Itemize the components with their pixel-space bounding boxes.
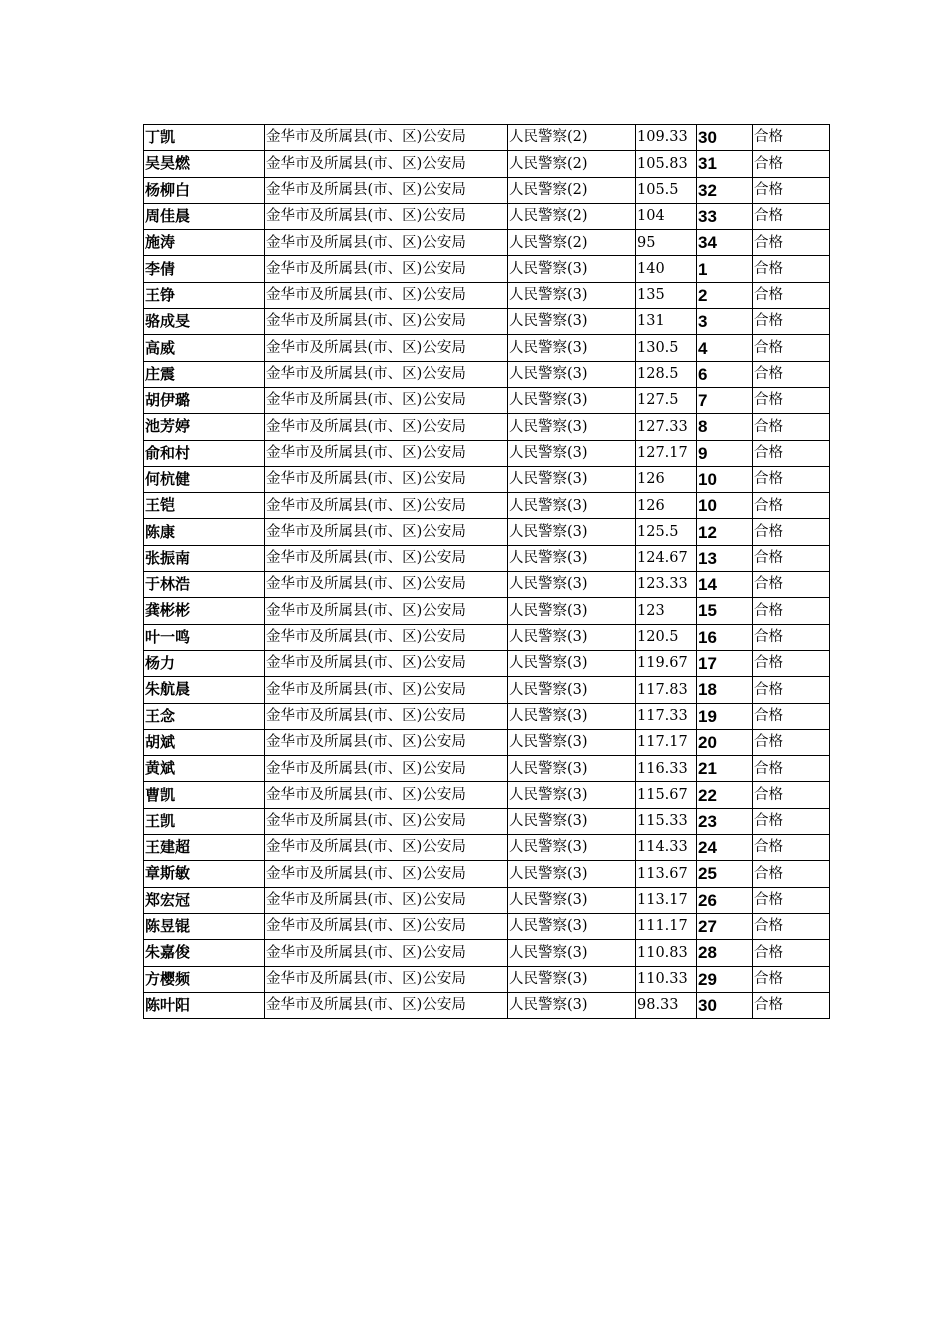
qualification-status-cell: 合格 <box>753 361 830 387</box>
table-row <box>144 230 830 256</box>
employer-unit-cell: 金华市及所属县(市、区)公安局 <box>265 703 508 729</box>
score-cell: 105.5 <box>636 177 697 203</box>
job-position-cell: 人民警察(3) <box>508 861 636 887</box>
rank-cell: 13 <box>697 545 753 571</box>
employer-unit-cell: 金华市及所属县(市、区)公安局 <box>265 440 508 466</box>
qualification-status-cell: 合格 <box>753 572 830 598</box>
job-position-cell: 人民警察(2) <box>508 177 636 203</box>
score-cell: 105.83 <box>636 151 697 177</box>
score-cell: 95 <box>636 230 697 256</box>
job-position-cell: 人民警察(3) <box>508 256 636 282</box>
qualification-status-cell: 合格 <box>753 729 830 755</box>
score-cell: 109.33 <box>636 125 697 151</box>
qualification-status-cell: 合格 <box>753 913 830 939</box>
score-cell: 127.5 <box>636 387 697 413</box>
qualification-status-cell: 合格 <box>753 835 830 861</box>
job-position-cell: 人民警察(2) <box>508 125 636 151</box>
candidate-name-cell: 王念 <box>144 703 265 729</box>
employer-unit-cell: 金华市及所属县(市、区)公安局 <box>265 493 508 519</box>
candidate-name-cell: 郑宏冠 <box>144 887 265 913</box>
score-cell: 117.83 <box>636 677 697 703</box>
rank-cell: 29 <box>697 966 753 992</box>
employer-unit-cell: 金华市及所属县(市、区)公安局 <box>265 861 508 887</box>
table-row <box>144 519 830 545</box>
employer-unit-cell: 金华市及所属县(市、区)公安局 <box>265 677 508 703</box>
employer-unit-cell: 金华市及所属县(市、区)公安局 <box>265 309 508 335</box>
employer-unit-cell: 金华市及所属县(市、区)公安局 <box>265 729 508 755</box>
rank-cell: 23 <box>697 808 753 834</box>
job-position-cell: 人民警察(2) <box>508 230 636 256</box>
score-cell: 116.33 <box>636 756 697 782</box>
job-position-cell: 人民警察(3) <box>508 545 636 571</box>
rank-cell: 8 <box>697 414 753 440</box>
candidate-name-cell: 朱航晨 <box>144 677 265 703</box>
qualification-status-cell: 合格 <box>753 598 830 624</box>
job-position-cell: 人民警察(3) <box>508 677 636 703</box>
score-cell: 124.67 <box>636 545 697 571</box>
score-cell: 130.5 <box>636 335 697 361</box>
table-row <box>144 309 830 335</box>
rank-cell: 18 <box>697 677 753 703</box>
candidate-name-cell: 王铠 <box>144 493 265 519</box>
qualification-status-cell: 合格 <box>753 125 830 151</box>
qualification-status-cell: 合格 <box>753 861 830 887</box>
employer-unit-cell: 金华市及所属县(市、区)公安局 <box>265 125 508 151</box>
qualification-status-cell: 合格 <box>753 256 830 282</box>
employer-unit-cell: 金华市及所属县(市、区)公安局 <box>265 992 508 1018</box>
job-position-cell: 人民警察(3) <box>508 703 636 729</box>
rank-cell: 15 <box>697 598 753 624</box>
candidate-name-cell: 陈康 <box>144 519 265 545</box>
score-cell: 119.67 <box>636 650 697 676</box>
score-cell: 114.33 <box>636 835 697 861</box>
candidate-name-cell: 胡斌 <box>144 729 265 755</box>
qualification-status-cell: 合格 <box>753 466 830 492</box>
job-position-cell: 人民警察(3) <box>508 598 636 624</box>
score-cell: 98.33 <box>636 992 697 1018</box>
table-row <box>144 387 830 413</box>
score-cell: 117.33 <box>636 703 697 729</box>
candidate-name-cell: 朱嘉俊 <box>144 940 265 966</box>
qualification-status-cell: 合格 <box>753 703 830 729</box>
employer-unit-cell: 金华市及所属县(市、区)公安局 <box>265 545 508 571</box>
rank-cell: 3 <box>697 309 753 335</box>
rank-cell: 28 <box>697 940 753 966</box>
table-row <box>144 966 830 992</box>
rank-cell: 25 <box>697 861 753 887</box>
qualification-status-cell: 合格 <box>753 335 830 361</box>
qualification-status-cell: 合格 <box>753 677 830 703</box>
table-row <box>144 887 830 913</box>
employer-unit-cell: 金华市及所属县(市、区)公安局 <box>265 230 508 256</box>
employer-unit-cell: 金华市及所属县(市、区)公安局 <box>265 519 508 545</box>
job-position-cell: 人民警察(2) <box>508 203 636 229</box>
job-position-cell: 人民警察(3) <box>508 966 636 992</box>
score-cell: 115.67 <box>636 782 697 808</box>
score-cell: 113.17 <box>636 887 697 913</box>
employer-unit-cell: 金华市及所属县(市、区)公安局 <box>265 361 508 387</box>
candidate-name-cell: 龚彬彬 <box>144 598 265 624</box>
table-row <box>144 650 830 676</box>
rank-cell: 12 <box>697 519 753 545</box>
employer-unit-cell: 金华市及所属县(市、区)公安局 <box>265 835 508 861</box>
score-cell: 113.67 <box>636 861 697 887</box>
score-cell: 120.5 <box>636 624 697 650</box>
candidate-name-cell: 方樱频 <box>144 966 265 992</box>
qualification-status-cell: 合格 <box>753 545 830 571</box>
employer-unit-cell: 金华市及所属县(市、区)公安局 <box>265 203 508 229</box>
table-row <box>144 361 830 387</box>
candidate-name-cell: 何杭健 <box>144 466 265 492</box>
score-cell: 131 <box>636 309 697 335</box>
rank-cell: 22 <box>697 782 753 808</box>
table-row <box>144 572 830 598</box>
qualification-status-cell: 合格 <box>753 203 830 229</box>
rank-cell: 9 <box>697 440 753 466</box>
rank-cell: 17 <box>697 650 753 676</box>
table-row <box>144 177 830 203</box>
employer-unit-cell: 金华市及所属县(市、区)公安局 <box>265 466 508 492</box>
qualification-status-cell: 合格 <box>753 940 830 966</box>
job-position-cell: 人民警察(3) <box>508 808 636 834</box>
rank-cell: 24 <box>697 835 753 861</box>
rank-cell: 16 <box>697 624 753 650</box>
qualification-status-cell: 合格 <box>753 282 830 308</box>
candidate-name-cell: 王铮 <box>144 282 265 308</box>
job-position-cell: 人民警察(3) <box>508 493 636 519</box>
rank-cell: 6 <box>697 361 753 387</box>
score-cell: 104 <box>636 203 697 229</box>
qualification-status-cell: 合格 <box>753 309 830 335</box>
rank-cell: 14 <box>697 572 753 598</box>
score-cell: 135 <box>636 282 697 308</box>
candidate-name-cell: 周佳晨 <box>144 203 265 229</box>
qualification-status-cell: 合格 <box>753 808 830 834</box>
employer-unit-cell: 金华市及所属县(市、区)公安局 <box>265 808 508 834</box>
rank-cell: 1 <box>697 256 753 282</box>
job-position-cell: 人民警察(3) <box>508 414 636 440</box>
table-row <box>144 756 830 782</box>
job-position-cell: 人民警察(3) <box>508 992 636 1018</box>
employer-unit-cell: 金华市及所属县(市、区)公安局 <box>265 598 508 624</box>
score-cell: 115.33 <box>636 808 697 834</box>
job-position-cell: 人民警察(3) <box>508 519 636 545</box>
job-position-cell: 人民警察(3) <box>508 309 636 335</box>
employer-unit-cell: 金华市及所属县(市、区)公安局 <box>265 256 508 282</box>
table-row <box>144 203 830 229</box>
score-cell: 111.17 <box>636 913 697 939</box>
employer-unit-cell: 金华市及所属县(市、区)公安局 <box>265 756 508 782</box>
rank-cell: 30 <box>697 125 753 151</box>
qualification-status-cell: 合格 <box>753 624 830 650</box>
qualification-status-cell: 合格 <box>753 650 830 676</box>
table-row <box>144 282 830 308</box>
rank-cell: 32 <box>697 177 753 203</box>
score-cell: 117.17 <box>636 729 697 755</box>
employer-unit-cell: 金华市及所属县(市、区)公安局 <box>265 624 508 650</box>
table-row <box>144 440 830 466</box>
employer-unit-cell: 金华市及所属县(市、区)公安局 <box>265 966 508 992</box>
employer-unit-cell: 金华市及所属县(市、区)公安局 <box>265 151 508 177</box>
qualification-status-cell: 合格 <box>753 440 830 466</box>
score-cell: 110.33 <box>636 966 697 992</box>
employer-unit-cell: 金华市及所属县(市、区)公安局 <box>265 887 508 913</box>
job-position-cell: 人民警察(3) <box>508 913 636 939</box>
score-cell: 123 <box>636 598 697 624</box>
candidate-name-cell: 骆成旻 <box>144 309 265 335</box>
table-row <box>144 466 830 492</box>
job-position-cell: 人民警察(3) <box>508 940 636 966</box>
candidate-name-cell: 王建超 <box>144 835 265 861</box>
rank-cell: 26 <box>697 887 753 913</box>
results-table <box>143 124 830 1019</box>
table-row <box>144 782 830 808</box>
job-position-cell: 人民警察(3) <box>508 756 636 782</box>
table-row <box>144 729 830 755</box>
qualification-status-cell: 合格 <box>753 151 830 177</box>
qualification-status-cell: 合格 <box>753 177 830 203</box>
employer-unit-cell: 金华市及所属县(市、区)公安局 <box>265 782 508 808</box>
qualification-status-cell: 合格 <box>753 756 830 782</box>
table-row <box>144 703 830 729</box>
table-row <box>144 624 830 650</box>
score-cell: 126 <box>636 493 697 519</box>
job-position-cell: 人民警察(3) <box>508 572 636 598</box>
candidate-name-cell: 高威 <box>144 335 265 361</box>
employer-unit-cell: 金华市及所属县(市、区)公安局 <box>265 913 508 939</box>
rank-cell: 20 <box>697 729 753 755</box>
score-cell: 127.33 <box>636 414 697 440</box>
candidate-name-cell: 施涛 <box>144 230 265 256</box>
table-row <box>144 545 830 571</box>
score-cell: 126 <box>636 466 697 492</box>
results-table-body <box>144 125 830 1019</box>
qualification-status-cell: 合格 <box>753 414 830 440</box>
job-position-cell: 人民警察(3) <box>508 782 636 808</box>
rank-cell: 4 <box>697 335 753 361</box>
score-cell: 127.17 <box>636 440 697 466</box>
candidate-name-cell: 杨柳白 <box>144 177 265 203</box>
job-position-cell: 人民警察(3) <box>508 729 636 755</box>
candidate-name-cell: 于林浩 <box>144 572 265 598</box>
candidate-name-cell: 章斯敏 <box>144 861 265 887</box>
candidate-name-cell: 丁凯 <box>144 125 265 151</box>
qualification-status-cell: 合格 <box>753 493 830 519</box>
score-cell: 125.5 <box>636 519 697 545</box>
candidate-name-cell: 陈叶阳 <box>144 992 265 1018</box>
employer-unit-cell: 金华市及所属县(市、区)公安局 <box>265 387 508 413</box>
candidate-name-cell: 王凯 <box>144 808 265 834</box>
job-position-cell: 人民警察(2) <box>508 151 636 177</box>
employer-unit-cell: 金华市及所属县(市、区)公安局 <box>265 414 508 440</box>
rank-cell: 21 <box>697 756 753 782</box>
table-row <box>144 125 830 151</box>
job-position-cell: 人民警察(3) <box>508 624 636 650</box>
job-position-cell: 人民警察(3) <box>508 335 636 361</box>
candidate-name-cell: 叶一鸣 <box>144 624 265 650</box>
employer-unit-cell: 金华市及所属县(市、区)公安局 <box>265 282 508 308</box>
qualification-status-cell: 合格 <box>753 519 830 545</box>
candidate-name-cell: 陈昱锟 <box>144 913 265 939</box>
employer-unit-cell: 金华市及所属县(市、区)公安局 <box>265 572 508 598</box>
job-position-cell: 人民警察(3) <box>508 650 636 676</box>
candidate-name-cell: 张振南 <box>144 545 265 571</box>
score-cell: 123.33 <box>636 572 697 598</box>
table-row <box>144 598 830 624</box>
table-row <box>144 992 830 1018</box>
rank-cell: 27 <box>697 913 753 939</box>
candidate-name-cell: 吴昊燃 <box>144 151 265 177</box>
table-row <box>144 940 830 966</box>
table-row <box>144 335 830 361</box>
qualification-status-cell: 合格 <box>753 992 830 1018</box>
candidate-name-cell: 杨力 <box>144 650 265 676</box>
qualification-status-cell: 合格 <box>753 387 830 413</box>
employer-unit-cell: 金华市及所属县(市、区)公安局 <box>265 177 508 203</box>
candidate-name-cell: 曹凯 <box>144 782 265 808</box>
job-position-cell: 人民警察(3) <box>508 466 636 492</box>
score-cell: 128.5 <box>636 361 697 387</box>
job-position-cell: 人民警察(3) <box>508 387 636 413</box>
table-row <box>144 256 830 282</box>
table-row <box>144 414 830 440</box>
job-position-cell: 人民警察(3) <box>508 887 636 913</box>
qualification-status-cell: 合格 <box>753 230 830 256</box>
table-row <box>144 677 830 703</box>
candidate-name-cell: 俞和村 <box>144 440 265 466</box>
employer-unit-cell: 金华市及所属县(市、区)公安局 <box>265 650 508 676</box>
qualification-status-cell: 合格 <box>753 782 830 808</box>
score-cell: 140 <box>636 256 697 282</box>
rank-cell: 2 <box>697 282 753 308</box>
job-position-cell: 人民警察(3) <box>508 835 636 861</box>
rank-cell: 31 <box>697 151 753 177</box>
table-row <box>144 913 830 939</box>
table-row <box>144 861 830 887</box>
table-row <box>144 493 830 519</box>
employer-unit-cell: 金华市及所属县(市、区)公安局 <box>265 335 508 361</box>
candidate-name-cell: 李倩 <box>144 256 265 282</box>
rank-cell: 34 <box>697 230 753 256</box>
job-position-cell: 人民警察(3) <box>508 361 636 387</box>
rank-cell: 19 <box>697 703 753 729</box>
score-cell: 110.83 <box>636 940 697 966</box>
job-position-cell: 人民警察(3) <box>508 440 636 466</box>
employer-unit-cell: 金华市及所属县(市、区)公安局 <box>265 940 508 966</box>
table-row <box>144 151 830 177</box>
candidate-name-cell: 庄震 <box>144 361 265 387</box>
rank-cell: 33 <box>697 203 753 229</box>
candidate-name-cell: 胡伊璐 <box>144 387 265 413</box>
table-row <box>144 835 830 861</box>
candidate-name-cell: 池芳婷 <box>144 414 265 440</box>
qualification-status-cell: 合格 <box>753 887 830 913</box>
table-row <box>144 808 830 834</box>
candidate-name-cell: 黄斌 <box>144 756 265 782</box>
rank-cell: 7 <box>697 387 753 413</box>
qualification-status-cell: 合格 <box>753 966 830 992</box>
rank-cell: 10 <box>697 466 753 492</box>
rank-cell: 30 <box>697 992 753 1018</box>
job-position-cell: 人民警察(3) <box>508 282 636 308</box>
rank-cell: 10 <box>697 493 753 519</box>
